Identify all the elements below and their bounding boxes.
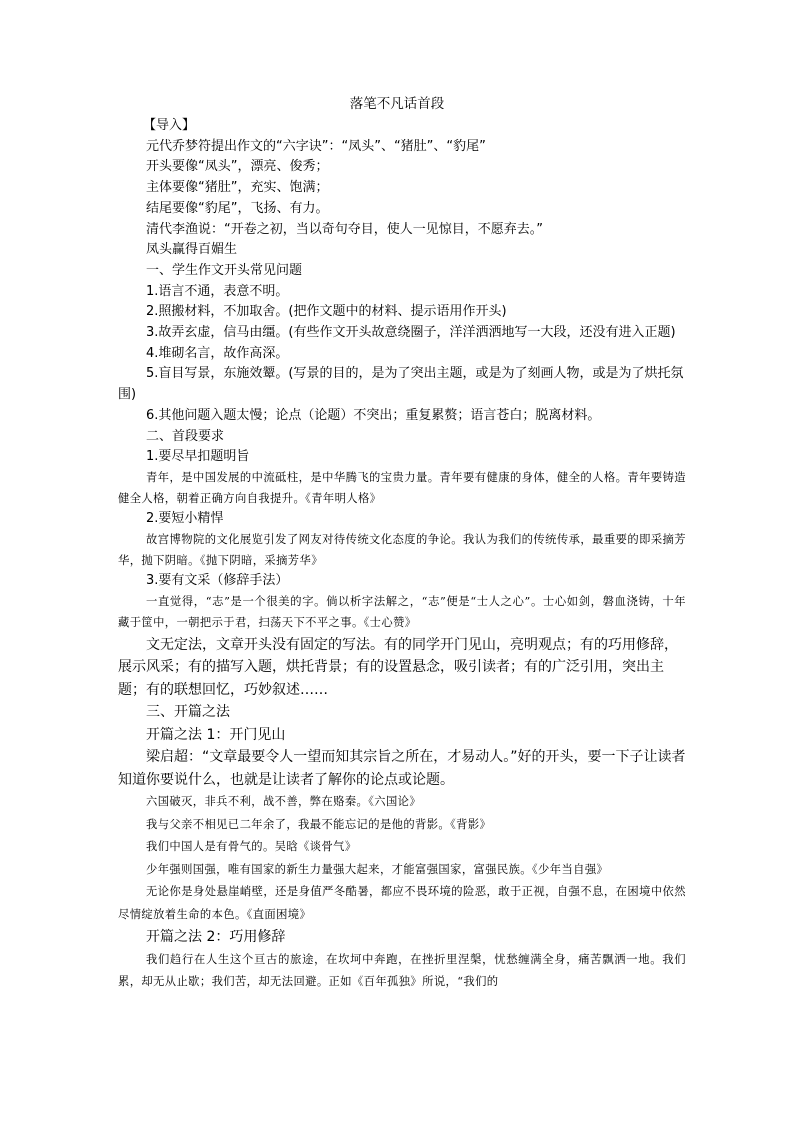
section-subtitle: 凤头赢得百媚生	[146, 242, 238, 258]
list-item: 2.照搬材料，不加取舍。(把作文题中的材料、提示语用作开头)	[146, 304, 507, 320]
sub-heading: 1.要尽早扣题明旨	[146, 449, 250, 465]
document-body	[118, 116, 686, 994]
section-heading: 三、开篇之法	[146, 704, 230, 721]
paragraph: 结尾要像“豹尾”，飞扬、有力。	[146, 200, 329, 216]
method-heading: 开篇之法 2：巧用修辞	[146, 929, 286, 946]
paragraph: 元代乔梦符提出作文的“六字诀”：“凤头”、“猪肚”、“豹尾”	[146, 138, 486, 154]
paragraph: 开头要像“凤头”，漂亮、俊秀；	[146, 159, 329, 175]
list-item: 1.语言不通，表意不明。	[146, 283, 289, 299]
sub-heading: 3.要有文采（修辞手法）	[146, 573, 289, 589]
list-item: 6.其他问题入题太慢；论点（论题）不突出；重复累赘；语言苍白；脱离材料。	[146, 407, 601, 423]
paragraph: 主体要像“猪肚”，充实、饱满；	[146, 180, 329, 196]
example-text: 我们趋行在人生这个亘古的旅途，在坎坷中奔跑，在挫折里涅槃，忧愁缠满全身，痛苦飘洒一地。我们累，却无从止歇；我们苦，却无法回避。正如《百年孤独》所说，“我们的	[118, 952, 686, 989]
example-text: 一直觉得，“志”是一个很美的字。倘以析字法解之，“志”便是“士人之心”。士心如剑，磐血浇铸，十年藏于筐中，一朝把示于君，扫荡天下不平之事。《士心赞》	[118, 595, 686, 629]
section-heading: 二、首段要求	[146, 428, 225, 444]
sub-heading: 2.要短小精悍	[146, 511, 224, 527]
list-item: 3.故弄玄虚，信马由缰。(有些作文开头故意绕圈子，洋洋洒洒地写一大段，还没有进入正题)	[146, 325, 676, 341]
intro-heading: 【导入】	[143, 118, 196, 133]
section-heading: 一、学生作文开头常见问题	[146, 262, 303, 278]
example-text: 少年强则国强，唯有国家的新生力量强大起来，才能富强国家，富强民族。《少年当自强》	[146, 862, 609, 876]
example-text: 故宫博物院的文化展览引发了网友对待传统文化态度的争论。我认为我们的传统传承，最重要的即采摘芳华，抛下阴暗。《抛下阴暗，采摘芳华》	[118, 533, 686, 567]
example-text: 六国破灭，非兵不利，战不善，弊在赂秦。《六国论》	[146, 795, 422, 809]
list-item: 4.堆砌名言，故作高深。	[146, 345, 289, 361]
list-item: 5.盲目写景，东施效颦。(写景的目的，是为了突出主题，或是为了刻画人物，或是为了烘托氛围)	[118, 366, 684, 403]
paragraph: 清代李渔说：“开卷之初，当以奇句夺目，使人一见惊目，不愿弃去。”	[146, 221, 543, 237]
example-text: 我们中国人是有骨气的。吴晗《谈骨气》	[146, 840, 357, 854]
paragraph: 文无定法，文章开头没有固定的写法。有的同学开门见山，亮明观点；有的巧用修辞，展示风采；有的描写入题，烘托背景；有的设置悬念，吸引读者；有的广泛引用，突出主题；有的联想回忆，巧妙叙述……	[118, 636, 678, 698]
example-text: 青年，是中国发展的中流砥柱，是中华腾飞的宝贵力量。青年要有健康的身体，健全的人格。青年要铸造健全人格，朝着正确方向自我提升。《青年明人格》	[118, 470, 686, 505]
example-text: 无论你是身处悬崖峭壁，还是身值严冬酷暑，都应不畏环境的险恶，敢于正视，自强不息，在困境中依然尽情绽放着生命的本色。《直面困境》	[118, 885, 686, 921]
document-title: 落笔不凡话首段	[349, 96, 445, 112]
paragraph: 梁启超：“文章最要令人一望而知其宗旨之所在，才易动人。”好的开头，要一下子让读者知道你要说什么，也就是让读者了解你的论点或论题。	[118, 749, 686, 788]
method-heading: 开篇之法 1：开门见山	[146, 726, 286, 743]
example-text: 我与父亲不相见已二年余了，我最不能忘记的是他的背影。《背影》	[146, 817, 492, 831]
